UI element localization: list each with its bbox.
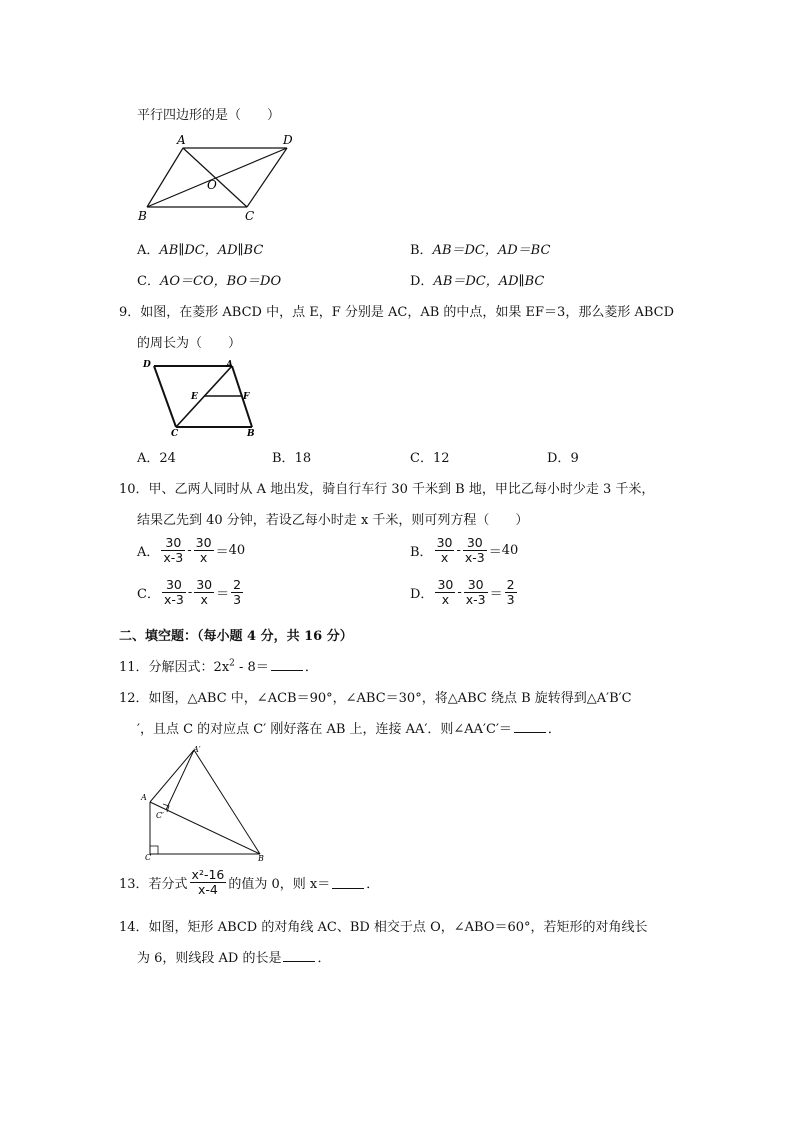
rhs-value: 40 [228,543,246,558]
rhombus-figure [140,356,265,440]
label-c: C [145,853,152,862]
label-c: C [245,209,255,223]
fraction [194,536,214,565]
fraction [161,536,185,565]
q11-exponent: 2 [229,658,235,669]
fraction [194,578,214,607]
diagonal-bd [147,148,287,207]
q11-suffix: - 8＝ [234,660,269,675]
q9-option-d [547,447,579,466]
option-letter: B． [410,243,433,258]
edge-ba [147,148,183,207]
q11-end: ． [304,660,318,675]
label-b: B [258,854,264,863]
label-c: C [171,429,179,439]
fraction [463,536,487,565]
option-text: AB∥DC，AD∥BC [159,243,264,258]
q8-stem-tail: 平行四边形的是（ ） [137,108,281,123]
fraction [190,868,227,897]
q14-line1: 14．如图，矩形 ABCD 的对角线 AC、BD 相交于点 O，∠ABO＝60°，若矩形的对角线长 [119,920,648,935]
label-e: E [191,392,198,402]
rhs-fraction [231,578,243,607]
label-o: O [207,178,217,192]
option-text: 18 [294,451,312,466]
fraction [464,578,488,607]
q14-line2-text: 为 6，则线段 AD 的长是 [137,951,282,966]
denominator: 3 [233,592,242,607]
q10-line1: 10．甲、乙两人同时从 A 地出发，骑自行车行 30 千米到 B 地，甲比乙每小时少走 3 千米， [119,482,655,497]
label-b: B [247,429,255,439]
numerator: 30 [161,536,185,551]
minus-sign: - [187,543,192,558]
q12-line1: 12．如图，△ABC 中，∠ACB＝90°，∠ABC＝30°，将△ABC 绕点 B 旋转得到△A′B′C [119,691,632,706]
label-d: D [143,360,151,370]
label-a-prime: A′ [193,745,201,754]
option-text: AB＝DC，AD＝BC [432,243,551,258]
option-letter: B． [410,545,433,560]
option-text: 24 [159,451,176,466]
denominator: x [440,550,449,565]
rotation-triangle-figure [136,742,271,866]
q9-line1: 9．如图，在菱形 ABCD 中，点 E，F 分别是 AC，AB 的中点，如果 EF＝3，那么菱形 ABCD [119,305,675,320]
q10-option-d [410,578,519,607]
denominator: x-4 [198,882,218,897]
numerator: 2 [233,577,242,592]
q13-mid: 的值为 0，则 x＝ [228,877,331,892]
label-a: A [177,133,186,147]
label-f: F [243,392,250,402]
label-b: B [138,209,147,223]
answer-blank[interactable] [271,658,303,671]
option-letter: D． [547,451,571,466]
q12-line2 [137,718,561,737]
q10-option-a [137,536,245,565]
denominator: x [200,592,208,607]
option-text: AO＝CO，BO＝DO [159,274,282,289]
label-a: A [141,793,147,802]
label-d: D [283,133,293,147]
option-letter: D． [410,587,434,602]
equals-sign: ＝ [216,587,230,602]
numerator: 30 [196,577,213,592]
answer-blank[interactable] [332,876,364,889]
fraction [435,536,455,565]
segment-aa1 [150,750,194,802]
fraction [435,578,455,607]
numerator: 30 [162,578,186,593]
q12-line2-text: ′，且点 C 的对应点 C′ 刚好落在 AB 上，连接 AA′．则∠AA′C′＝ [137,722,512,737]
option-text: 9 [570,451,579,466]
fraction [162,578,186,607]
answer-blank[interactable] [283,949,315,962]
minus-sign: - [456,543,461,558]
edge-cd [154,366,176,427]
option-text: AB＝DC，AD∥BC [433,274,545,289]
numerator: 30 [463,536,487,551]
parallelogram-figure [135,130,305,225]
q11-prefix: 11．分解因式：2x [119,660,230,675]
q9-option-a [137,447,176,466]
q10-line2: 结果乙先到 40 分钟，若设乙每小时走 x 千米，则可列方程（ ） [137,513,529,528]
option-letter: B． [272,451,295,466]
equals-sign: ＝ [489,587,503,602]
numerator: x²-16 [191,867,225,882]
numerator: 30 [436,535,453,550]
numerator: 30 [195,535,212,550]
q9-option-c [410,447,450,466]
section-title: 二、填空题：（每小题 4 分，共 16 分） [119,629,353,644]
q13-end: ． [366,877,380,892]
equals-sign: ＝ [215,545,229,560]
denominator: x [199,550,208,565]
q8-option-b [410,239,550,258]
denominator: x-3 [465,592,486,607]
option-letter: A． [137,451,160,466]
label-a: A [226,360,233,370]
q12-end: ． [547,722,561,737]
minus-sign: - [457,585,462,600]
denominator: 3 [506,592,515,607]
minus-sign: - [187,585,193,600]
q14-end: ． [317,951,331,966]
option-letter: A． [137,243,160,258]
denominator: x-3 [163,550,184,565]
answer-blank[interactable] [514,720,546,733]
segment-a1c1 [166,750,194,810]
denominator: x [441,592,450,607]
q10-option-c [137,578,245,607]
q8-option-d [410,270,544,289]
numerator: 2 [506,577,515,592]
option-text: 12 [432,451,450,466]
q11-line [119,656,318,675]
q8-option-a [137,239,263,258]
q13-line [119,868,379,897]
option-letter: D． [410,274,434,289]
rhs-fraction [505,578,517,607]
q8-option-c [137,270,281,289]
numerator: 30 [464,578,488,593]
q10-option-b [410,536,518,565]
denominator: x-3 [163,592,184,607]
option-letter: A． [137,545,160,560]
right-angle-mark-c [150,846,158,854]
denominator: x-3 [464,550,485,565]
equals-sign: ＝ [488,545,502,560]
label-c-prime: C′ [156,811,164,820]
q14-line2 [137,947,331,966]
option-letter: C． [137,274,160,289]
numerator: 30 [437,577,454,592]
option-letter: C． [137,587,160,602]
q9-line2: 的周长为（ ） [137,336,242,351]
q9-option-b [272,447,311,466]
q13-prefix: 13．若分式 [119,877,188,892]
rhs-value: 40 [501,543,519,558]
option-letter: C． [410,451,433,466]
